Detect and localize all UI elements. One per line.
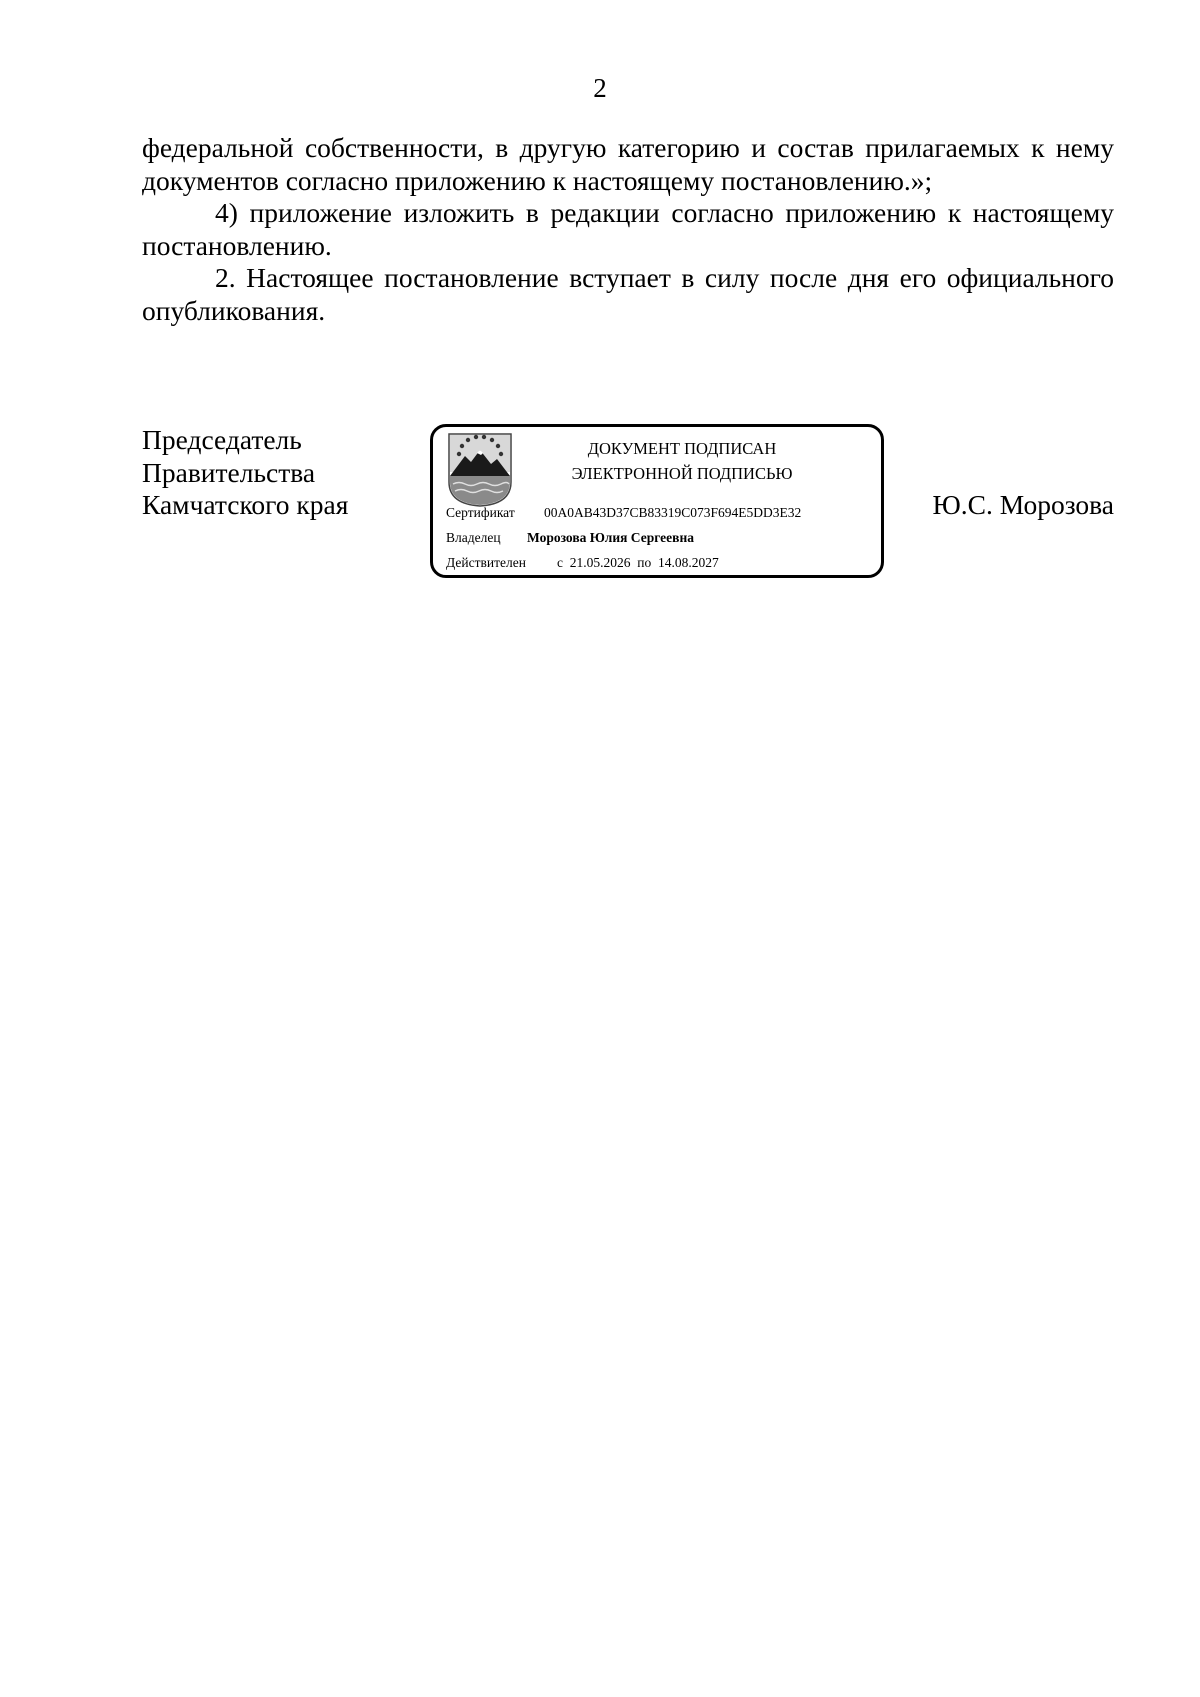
certificate-label: Сертификат [446, 505, 515, 520]
valid-to-date: 14.08.2027 [657, 555, 719, 570]
stamp-heading [527, 436, 837, 486]
owner-label: Владелец [446, 530, 501, 545]
signer-title [142, 424, 348, 522]
electronic-signature-stamp [430, 424, 884, 578]
document-body [142, 132, 1114, 327]
certificate-value: 00A0AB43D37CB83319C073F694E5DD3E32 [544, 505, 802, 520]
stamp-certificate-row [446, 504, 801, 522]
stamp-heading-line: ДОКУМЕНТ ПОДПИСАН [587, 439, 777, 458]
signer-title-line: Камчатского края [142, 489, 349, 520]
stamp-owner-row [446, 529, 694, 547]
kamchatka-coat-of-arms-icon [447, 432, 513, 508]
validity-label: Действителен [446, 555, 526, 570]
signer-title-line: Правительства [142, 456, 316, 488]
valid-from-prefix: с [557, 555, 563, 570]
stamp-heading-line: ЭЛЕКТРОННОЙ ПОДПИСЬЮ [571, 464, 793, 483]
paragraph-item-4: 4) приложение изложить в редакции согласно приложению к настоящему постановлению. [142, 197, 1114, 261]
paragraph-item-2: 2. Настоящее постановление вступает в силу после дня его официального опубликования. [142, 262, 1114, 326]
valid-from-date: 21.05.2026 [569, 555, 631, 570]
valid-to-prefix: по [637, 555, 652, 570]
stamp-validity-row [446, 554, 719, 572]
paragraph-continuation: федеральной собственности, в другую категорию и состав прилагаемых к нему документов согласно приложению к настоящему постановлению.»; [142, 132, 1114, 196]
owner-value: Морозова Юлия Сергеевна [527, 530, 694, 545]
signer-title-line: Председатель [142, 424, 302, 455]
signer-name: Ю.С. Морозова [932, 489, 1114, 520]
page-number: 2 [593, 73, 607, 103]
